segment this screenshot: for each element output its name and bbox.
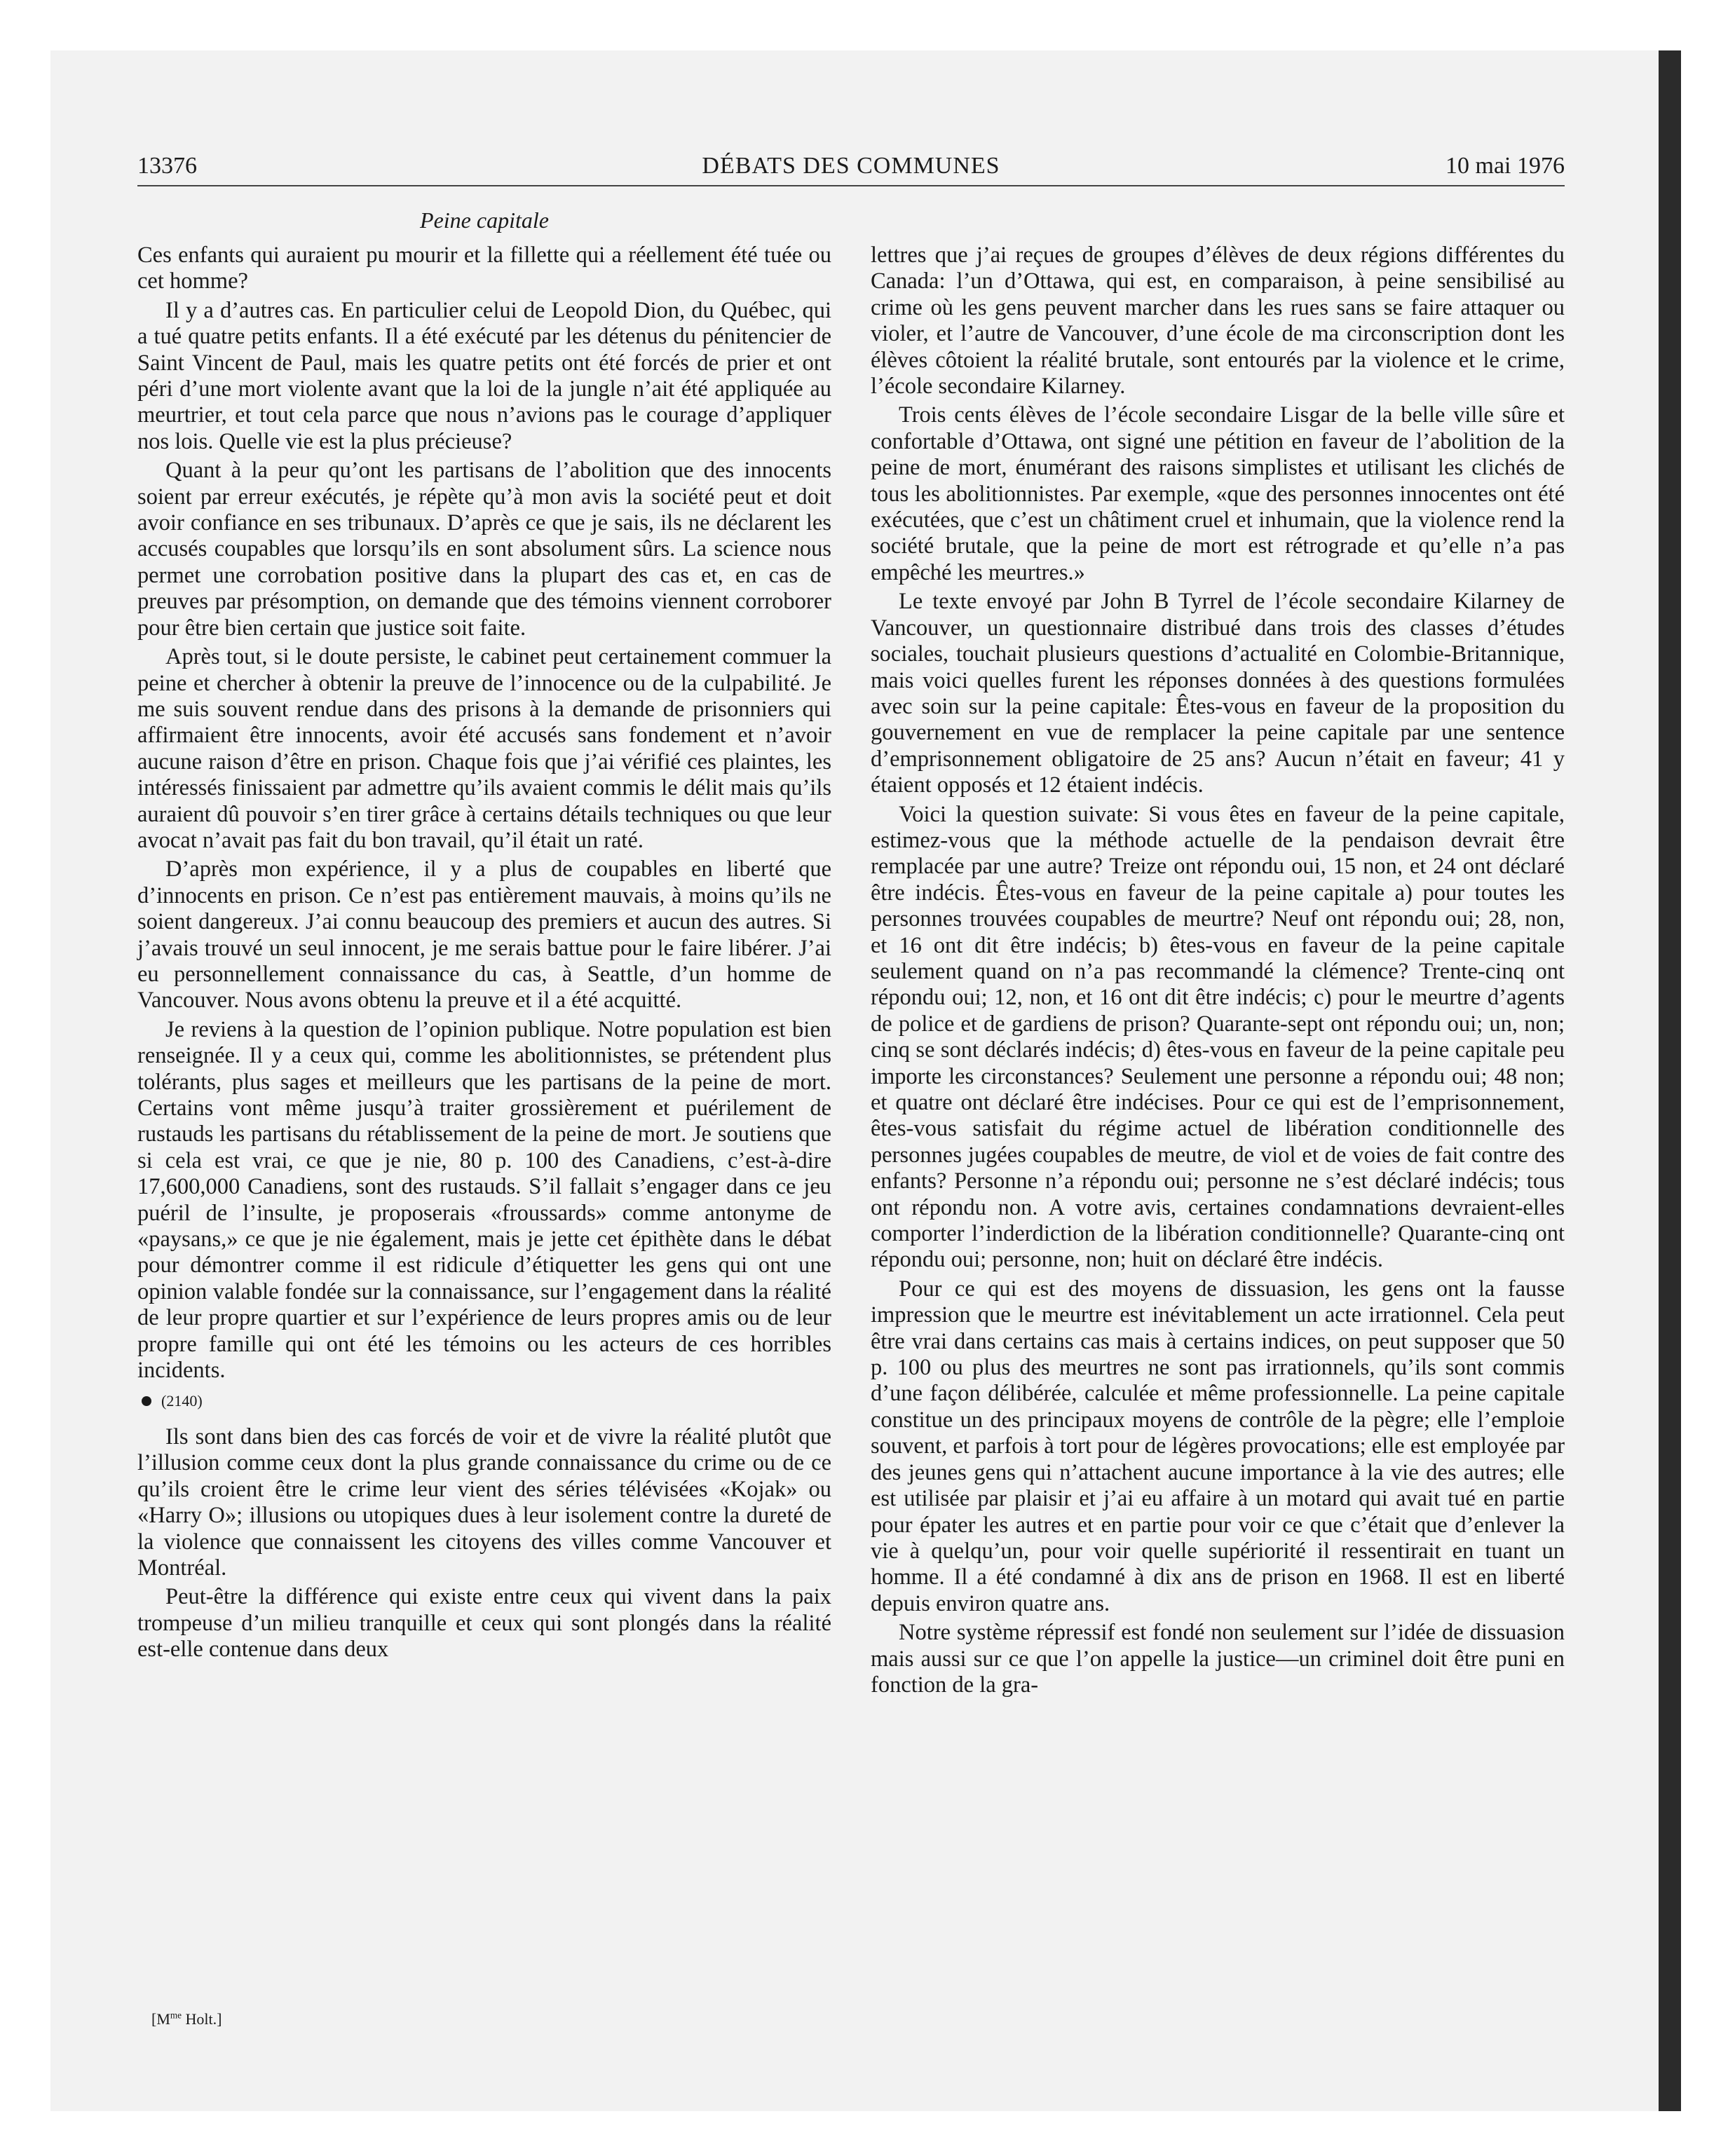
speaker-suffix: Holt.] bbox=[182, 2010, 222, 2028]
paragraph: D’après mon expérience, il y a plus de coupables en liberté que d’innocents en prison. Ce n’est pas entièrement mauvais, à moins qu’ils ne soient dangereux. J’ai connu beaucoup des premiers et aucun des autres. Si j’avais trouvé un seul innocent, je me serais battue pour le faire libérer. J’ai eu personnellement connaissance du cas, à Seattle, d’un homme de Vancouver. Nous avons obtenu la preuve et il a été acquitté. bbox=[137, 857, 831, 1014]
time-marker bbox=[137, 1388, 831, 1414]
paragraph: Notre système répressif est fondé non seulement sur l’idée de dissuasion mais aussi sur ce que l’on appelle la justice—un criminel doit être puni en fonction de la gra- bbox=[871, 1620, 1565, 1698]
paragraph: Le texte envoyé par John B Tyrrel de l’école secondaire Kilarney de Vancouver, un questionnaire distribué dans trois des classes d’études sociales, touchait plusieurs questions d’actualité en Colombie-Britannique, mais voici quelles furent les réponses données à des questions formulées avec soin sur la peine capitale: Êtes-vous en faveur de la proposition du gouvernement en vue de remplacer la peine capitale par une sentence d’emprisonnement obligatoire de 25 ans? Aucun n’était en faveur; 41 y étaient opposés et 12 étaient indécis. bbox=[871, 589, 1565, 798]
publication-date: 10 mai 1976 bbox=[1445, 153, 1565, 179]
time-marker-label: (2140) bbox=[161, 1392, 203, 1410]
paragraph: Quant à la peur qu’ont les partisans de l’abolition que des innocents soient par erreur exécutés, je répète qu’à mon avis la société peut et doit avoir confiance en ses tribunaux. D’après ce que je sais, ils ne déclarent les accusés coupables que lorsqu’ils en sont absolument sûrs. La science nous permet une corrobation positive dans la plupart des cas et, en cas de preuves par présomption, on demande que des témoins viennent corroborer pour être bien certain que justice soit faite. bbox=[137, 458, 831, 641]
bullet-icon bbox=[142, 1396, 151, 1406]
speaker-prefix: [M bbox=[151, 2010, 170, 2028]
scan-edge-bar bbox=[1659, 50, 1681, 2111]
paragraph: lettres que j’ai reçues de groupes d’élèves de deux régions différentes du Canada: l’un d’Ottawa, qui est, en comparaison, à peine sensibilisé au crime où les gens peuvent marcher dans les rues sans se faire attaquer ou violer, et l’autre de Vancouver, d’une école de ma circonscription dont les élèves côtoient la réalité brutale, sont entourés par la violence et le crime, l’école secondaire Kilarney. bbox=[871, 243, 1565, 400]
paragraph: Je reviens à la question de l’opinion publique. Notre population est bien renseignée. Il y a ceux qui, comme les abolitionnistes, se prétendent plus tolérants, plus sages et meilleurs que les partisans de la peine de mort. Certains vont même jusqu’à traiter grossièrement et puérilement de rustauds les partisans du rétablissement de la peine de mort. Je soutiens que si cela est vrai, ce que je nie, 80 p. 100 des Canadiens, c’est-à-dire 17,600,000 Canadiens, sont des rustauds. S’il fallait s’engager dans ce jeu puéril de l’insulte, je proposerais «froussards» comme antonyme de «paysans,» ce que je nie également, mais je jette cet épithète dans le débat pour démontrer comme il est ridicule d’étiquetter les gens qui ont une opinion valable fondée sur la connaissance, sur l’engagement dans la réalité de leur propre quartier et sur l’expérience de leurs propres amis ou de leur propre famille qui ont été les témoins ou les acteurs de ces horribles incidents. bbox=[137, 1016, 831, 1384]
paragraph: Ces enfants qui auraient pu mourir et la fillette qui a réellement été tuée ou cet homme? bbox=[137, 243, 831, 294]
right-column bbox=[871, 243, 1565, 1701]
publication-title: DÉBATS DES COMMUNES bbox=[702, 153, 1000, 179]
paragraph: Ils sont dans bien des cas forcés de voir et de vivre la réalité plutôt que l’illusion comme ceux dont la plus grande connaissance du crime ou de ce qu’ils croient être le crime leur vient des séries télévisées «Kojak» ou «Harry O»; illusions ou utopiques dues à leur isolement contre la dureté de la violence que connaissent les citoyens des villes comme Vancouver et Montréal. bbox=[137, 1424, 831, 1581]
page-header bbox=[137, 153, 1565, 188]
section-title: Peine capitale bbox=[420, 207, 549, 233]
page-number: 13376 bbox=[137, 153, 197, 179]
paragraph: Peut-être la différence qui existe entre ceux qui vivent dans la paix trompeuse d’un milieu tranquille et ceux qui sont plongés dans la réalité est-elle contenue dans deux bbox=[137, 1584, 831, 1663]
header-rule bbox=[137, 185, 1565, 186]
paragraph: Voici la question suivate: Si vous êtes en faveur de la peine capitale, estimez-vous que la méthode actuelle de la pendaison devrait être remplacée par une autre? Treize ont répondu oui, 15 non, et 24 ont déclaré être indécis. Êtes-vous en faveur de la peine capitale a) pour toutes les personnes trouvées coupables de meurtre? Neuf ont répondu oui; 28, non, et 16 ont dit être indécis; b) êtes-vous en faveur de la peine capitale seulement quand on n’a pas recommandé la clémence? Trente-cinq ont répondu oui; 12, non, et 16 ont dit être indécis; c) pour le meurtre d’agents de police et de gardiens de prison? Quarante-sept ont répondu oui; un, non; cinq se sont déclarés indécis; d) êtes-vous en faveur de la peine capitale peu importe les circonstances? Seulement une personne a répondu oui; 48 non; et quatre ont déclaré être indécises. Pour ce qui est de l’emprisonnement, êtes-vous satisfait du régime actuel de libération conditionnelle des personnes jugées coupables de meutre, de viol et de voies de fait contre des enfants? Personne n’a répondu oui; personne ne s’est déclaré indécis; tous ont répondu non. A votre avis, certaines condamnations devraient-elles comporter l’inderdiction de la libération conditionnelle? Quarante-cinq ont répondu oui; personne, non; huit on déclaré être indécis. bbox=[871, 801, 1565, 1273]
paragraph: Après tout, si le doute persiste, le cabinet peut certainement commuer la peine et chercher à obtenir la preuve de l’innocence ou de la culpabilité. Je me suis souvent rendue dans des prisons à la demande de prisonniers qui affirmaient être innocents, avoir été accusés sans fondement et n’avoir aucune raison d’être en prison. Chaque fois que j’ai vérifié ces plaintes, les intéressés finissaient par admettre qu’ils avaient commis le délit mais qu’ils auraient dû pouvoir s’en tirer grâce à certains détails techniques ou que leur avocat n’avait pas fait du bon travail, qu’il était un raté. bbox=[137, 644, 831, 853]
paragraph: Trois cents élèves de l’école secondaire Lisgar de la belle ville sûre et confortable d’Ottawa, ont signé une pétition en faveur de l’abolition de la peine de mort, énumérant des raisons simplistes et utilisant les clichés de tous les abolitionnistes. Par exemple, «que des personnes innocentes ont été exécutées, que c’est un châtiment cruel et inhumain, que la violence rend la société brutale, que la peine de mort est rétrograde et qu’elle n’a pas empêché les meurtres.» bbox=[871, 402, 1565, 585]
paragraph: Pour ce qui est des moyens de dissuasion, les gens ont la fausse impression que le meurtre est inévitablement un acte irrationnel. Cela peut être vrai dans certains cas mais à certains indices, on peut supposer que 50 p. 100 ou plus des meurtres ne sont pas irrationnels, qu’ils sont commis d’une façon délibérée, calculée et même professionnelle. La peine capitale constitue un des principaux moyens de contrôle de la pègre; elle l’emploie souvent, et parfois à tort pour de légères provocations; elle est employée par des jeunes gens qui n’attachent aucune importance à la vie des autres; elle est utilisée par plaisir et j’ai eu affaire à un motard qui avait tué en partie pour épater les autres et en partie pour voir ce que c’était que d’enlever la vie à quelqu’un, pour voir quelle supériorité il ressentirait en tuant un homme. Il a été condamné à dix ans de prison en 1968. Il est en liberté depuis environ quatre ans. bbox=[871, 1276, 1565, 1616]
speaker-attribution bbox=[151, 2010, 222, 2028]
paragraph: Il y a d’autres cas. En particulier celui de Leopold Dion, du Québec, qui a tué quatre petits enfants. Il a été exécuté par les détenus du pénitencier de Saint Vincent de Paul, mais les quatre petits ont été forcés de prier et ont péri d’une mort violente avant que la loi de la jungle n’ait été appliquée au meurtrier, et tout cela parce que nous n’avions pas le courage d’appliquer nos lois. Quelle vie est la plus précieuse? bbox=[137, 297, 831, 454]
left-column bbox=[137, 243, 831, 1666]
speaker-superscript: me bbox=[170, 2010, 182, 2021]
